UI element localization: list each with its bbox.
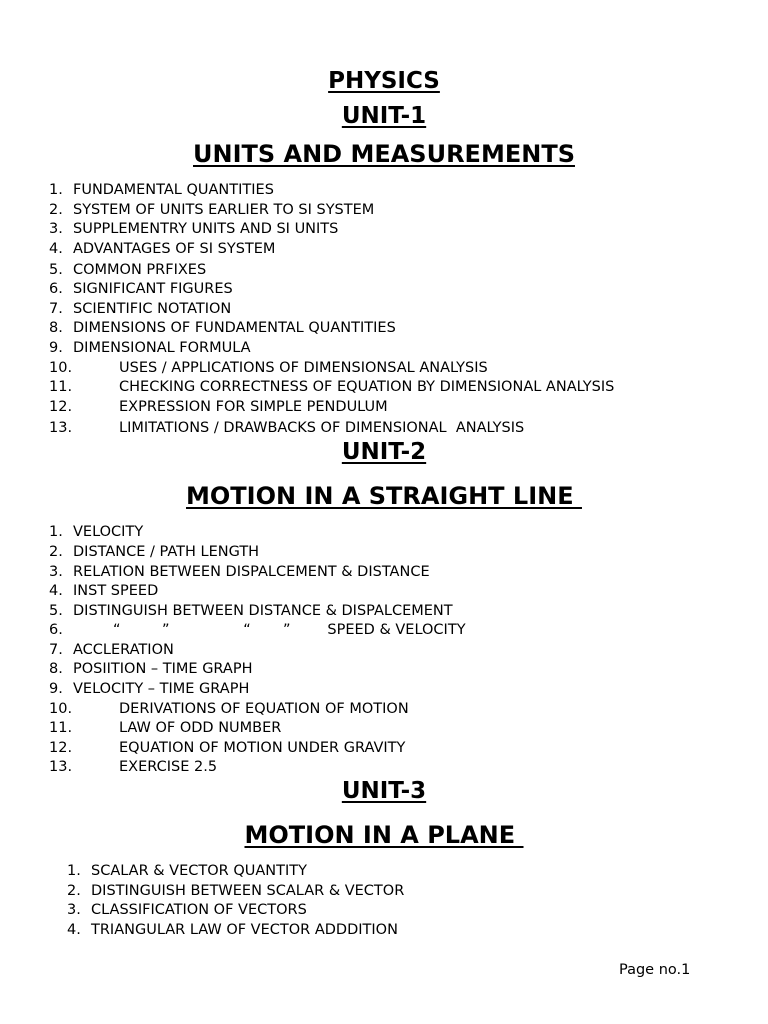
unit-3-heading: UNIT-3 (341, 778, 427, 804)
unit-3-title: MOTION IN A PLANE (244, 821, 524, 849)
unit-1-title: UNITS AND MEASUREMENTS (193, 140, 575, 168)
document-title: PHYSICS (328, 68, 440, 94)
page-number: Page no.1 (619, 962, 691, 978)
document-page: PHYSICS UNIT-1 UNITS AND MEASUREMENTS 1. FUNDAMENTAL QUANTITIES 2. SYSTEM OF UNITS EARLIER TO SI SYSTEM 3. SUPPLEMENTRY UNITS AND SI UNITS 4. ADVANTAGES OF SI SYSTEM 5. COMMON PRFIXES 6. SIGNIFICANT FIGURES 7. SCIENTIFIC NOTATION 8. DIMENSIONS OF FUNDAMENTAL QUANTITIES 9. DIMENSIONAL FORMULA 10. USES / APPLICATIONS OF DIMENSIONSAL ANALYSIS 11. CHECKING CORRECTNESS OF EQUATION BY DIMENSIONAL ANALYSIS 12. EXPRESSION FOR SIMPLE PENDULUM 13. LIMITATIONS / DRAWBACKS OF DIMENSIONAL ANALYSIS UNIT-2 MOTION IN A STRAIGHT LINE 1. VELOCITY 2. DISTANCE / PATH LENGTH 3. RELATION BETWEEN DISPALCEMENT & DISTANCE 4. INST SPEED 5. DISTINGUISH BETWEEN DISTANCE & DISPALCEMENT 6. “ ” “ ” SPEED & VELOCITY 7. ACCLERATION 8. POSIITION – TIME GRAPH 9. VELOCITY – TIME GRAPH 10. DERIVATIONS OF EQUATION OF MOTION 11. LAW OF ODD NUMBER 12. EQUATION OF MOTION UNDER GRAVITY 13. EXERCISE 2.5 UNIT-3 MOTION IN A PLANE 1. SCALAR & VECTOR QUANTITY 2. DISTINGUISH BETWEEN SCALAR & VECTOR 3. CLASSIFICATION OF VECTORS 4. TRIANGULAR LAW OF VECTOR ADDDITION Page no.1 (0, 0, 768, 1024)
unit-1-heading: UNIT-1 (341, 103, 427, 129)
unit-2-heading: UNIT-2 (341, 439, 427, 465)
unit-2-title: MOTION IN A STRAIGHT LINE (186, 482, 582, 510)
